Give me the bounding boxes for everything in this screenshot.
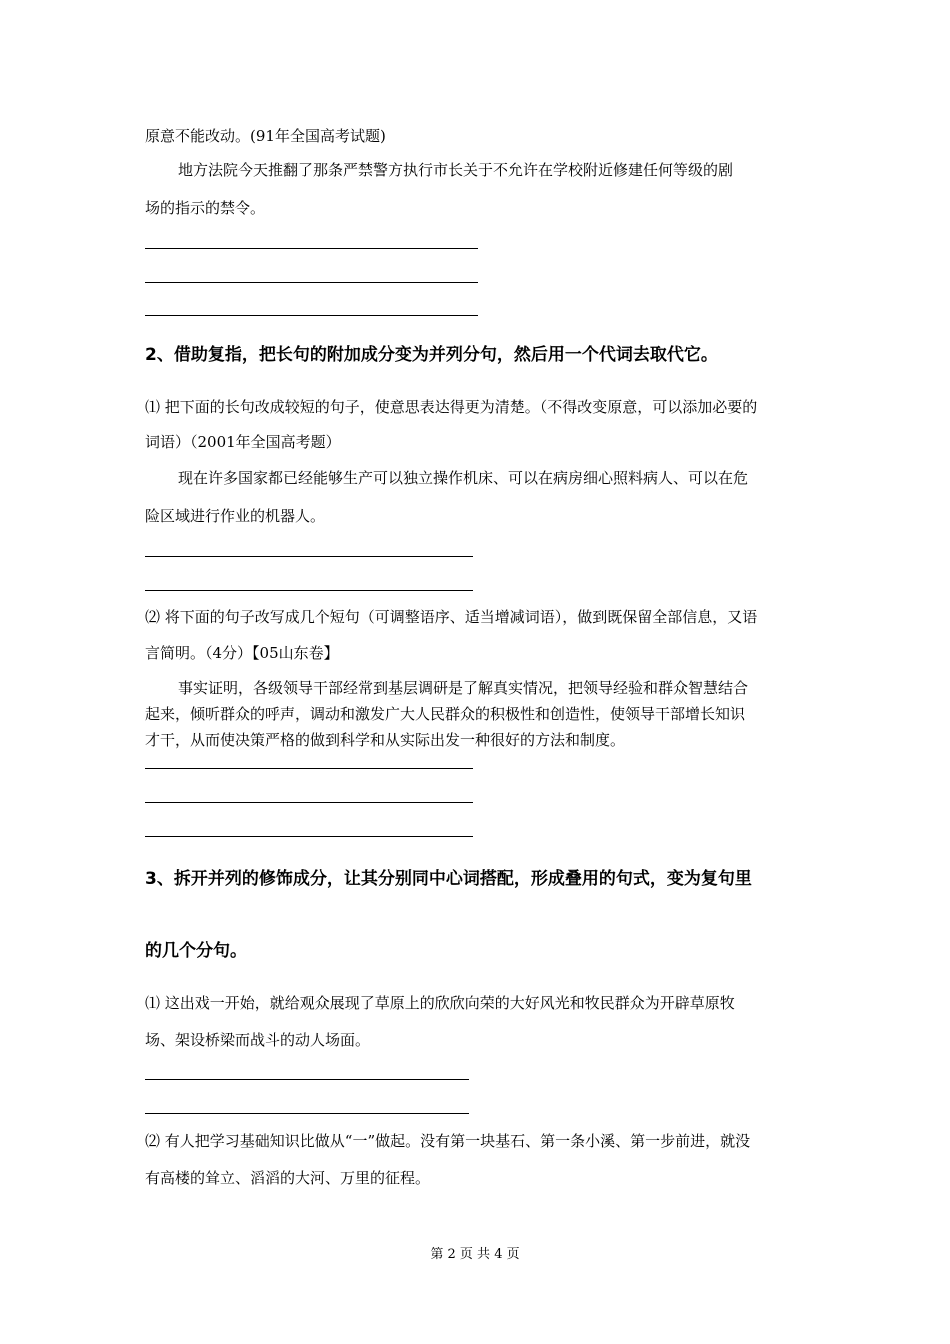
question-text: 场、架设桥梁而战斗的动人场面。 <box>145 1031 371 1049</box>
question-text: 言简明。（4分）【05山东卷】 <box>145 644 339 662</box>
question-text: ⑴ 把下面的长句改成较短的句子，使意思表达得更为清楚。（不得改变原意，可以添加必要的 <box>145 398 758 416</box>
answer-line[interactable] <box>145 315 478 316</box>
answer-line[interactable] <box>145 836 473 837</box>
section-heading: 的几个分句。 <box>145 941 247 961</box>
example-sentence-line: 起来，倾听群众的呼声，调动和激发广大人民群众的积极性和创造性，使领导干部增长知识 <box>145 705 746 723</box>
question-text: ⑴ 这出戏一开始，就给观众展现了草原上的欣欣向荣的大好风光和牧民群众为开辟草原牧 <box>145 994 735 1012</box>
example-sentence-line: 才干，从而使决策严格的做到科学和从实际出发一种很好的方法和制度。 <box>145 731 626 749</box>
example-sentence-line: 险区域进行作业的机器人。 <box>145 507 326 525</box>
answer-line[interactable] <box>145 590 473 591</box>
section-heading: 2、借助复指，把长句的附加成分变为并列分句，然后用一个代词去取代它。 <box>145 345 718 365</box>
answer-line[interactable] <box>145 282 478 283</box>
answer-line[interactable] <box>145 556 473 557</box>
example-sentence-line: 地方法院今天推翻了那条严禁警方执行市长关于不允许在学校附近修建任何等级的剧 <box>178 161 734 179</box>
answer-line[interactable] <box>145 802 473 803</box>
example-sentence-line: 场的指示的禁令。 <box>145 199 266 217</box>
question-text: ⑵ 有人把学习基础知识比做从“一”做起。没有第一块基石、第一条小溪、第一步前进，就没 <box>145 1132 751 1150</box>
prev-question-text: 原意不能改动。(91年全国高考试题) <box>145 127 386 145</box>
answer-line[interactable] <box>145 768 473 769</box>
answer-line[interactable] <box>145 1079 469 1080</box>
question-text: 有高楼的耸立、滔滔的大河、万里的征程。 <box>145 1169 431 1187</box>
section-heading: 3、拆开并列的修饰成分，让其分别同中心词搭配，形成叠用的句式，变为复句里 <box>145 869 752 889</box>
answer-line[interactable] <box>145 1113 469 1114</box>
page-number-footer: 第 2 页 共 4 页 <box>430 1247 520 1262</box>
example-sentence-line: 现在许多国家都已经能够生产可以独立操作机床、可以在病房细心照料病人、可以在危 <box>178 469 749 487</box>
answer-line[interactable] <box>145 248 478 249</box>
example-sentence-line: 事实证明，各级领导干部经常到基层调研是了解真实情况，把领导经验和群众智慧结合 <box>178 679 749 697</box>
question-text: ⑵ 将下面的句子改写成几个短句（可调整语序、适当增减词语），做到既保留全部信息，又语 <box>145 608 758 626</box>
question-text: 词语）（2001年全国高考题） <box>145 433 341 451</box>
